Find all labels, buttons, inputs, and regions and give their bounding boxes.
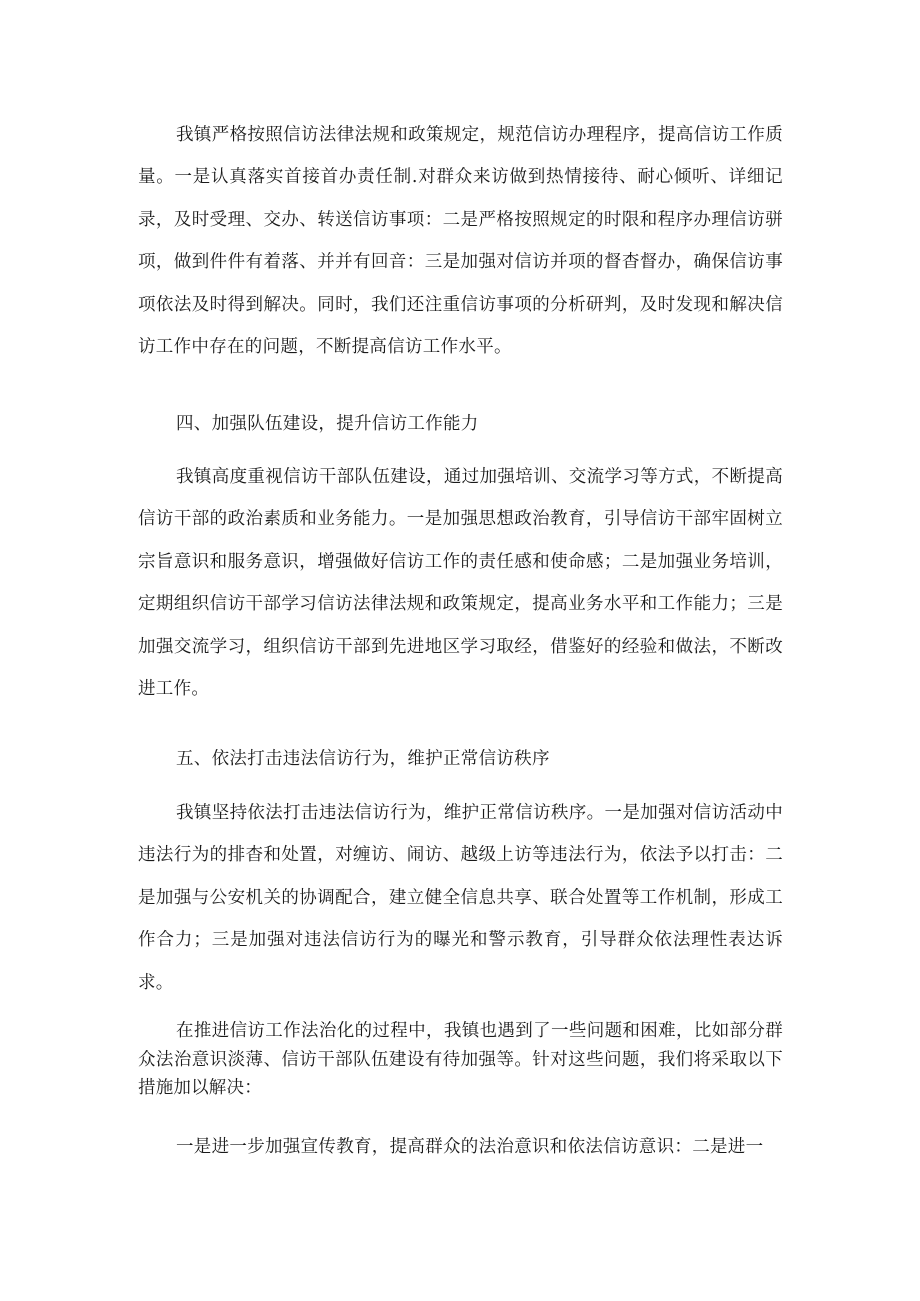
paragraph-illegal-petition-crackdown: 我镇坚持依法打击违法信访行为，维护正常信访秩序。一是加强对信访活动中违法行为的排杳和处置，对缠访、闹访、越级上访等违法行为，依法予以打击：二是加强与公安机关的协调配合，建立健全信息共享、联合处置等工作机制，形成工作合力；三是加强对违法信访行为的曝光和警示教育，引导群众依法理性表达诉求。 [138,803,783,993]
paragraph-problems-and-measures: 在推进信访工作法治化的过程中，我镇也遇到了一些问题和困难，比如部分群众法治意识淡薄、信访干部队伍建设有待加强等。针对这些问题，我们将采取以下措施加以解决： [138,1021,783,1098]
section-heading-5: 五、依法打击违法信访行为，维护正常信访秩序 [176,749,550,769]
paragraph-team-building: 我镇高度重视信访干部队伍建设，通过加强培训、交流学习等方式，不断提高信访干部的政治素质和业务能力。一是加强思想政治教育，引导信访干部牢固树立宗旨意识和服务意识，增强做好信访工作的责任感和使命感；二是加强业务培训，定期组织信访干部学习信访法律法规和政策规定，提高业务水平和工作能力；三是加强交流学习，组织信访干部到先进地区学习取经，借鉴好的经验和做法，不断改进工作。 [138,467,783,700]
section-heading-4: 四、加强队伍建设，提升信访工作能力 [176,414,479,434]
paragraph-measures-list: 一是进一步加强宣传教育，提高群众的法治意识和依法信访意识：二是进一 [176,1137,764,1157]
paragraph-complaint-procedures: 我镇严格按照信访法律法规和政策规定，规范信访办理程序，提高信访工作质量。一是认真落实首接首办责任制.对群众来访做到热情接待、耐心倾听、详细记录，及时受理、交办、转送信访事项：二是严格按照规定的时限和程序办理信访骈项，做到件件有着落、并并有回音：三是加强对信访并项的督杳督办，确保信访事项依法及时得到解决。同时，我们还注重信访事项的分析研判，及时发现和解决信访工作中存在的问题，不断提高信访工作水平。 [138,125,783,358]
